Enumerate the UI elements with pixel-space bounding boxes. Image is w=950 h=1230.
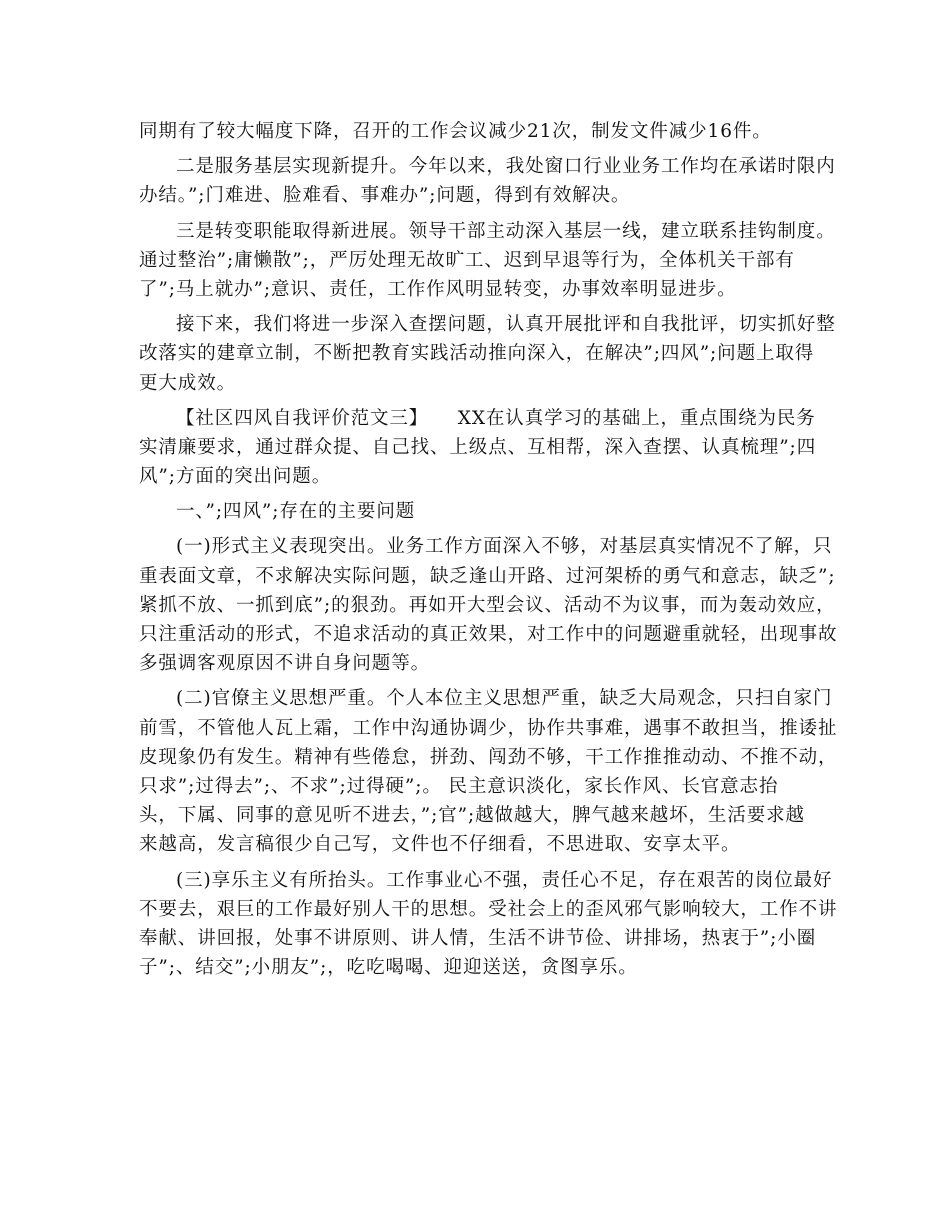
text-line: 子”;、结交”;小朋友”;，吃吃喝喝、迎迎送送，贪图享乐。 bbox=[139, 957, 638, 979]
text-line: 实清廉要求，通过群众提、自己找、上级点、互相帮，深入查摆、认真梳理”;四 bbox=[139, 436, 817, 458]
text-line: 一、”;四风”;存在的主要问题 bbox=[176, 501, 416, 523]
text-line: 风”;方面的突出问题。 bbox=[139, 466, 332, 488]
text-line: 【社区四风自我评价范文三】 XX在认真学习的基础上，重点围绕为民务 bbox=[176, 407, 816, 429]
text-line: 多强调客观原因不讲自身问题等。 bbox=[139, 653, 431, 675]
text-line: (二)官僚主义思想严重。个人本位主义思想严重，缺乏大局观念，只扫自家门 bbox=[176, 688, 833, 710]
text-line: 了”;马上就办”;意识、责任，工作作风明显转变，办事效率明显进步。 bbox=[139, 278, 737, 300]
text-line: (一)形式主义表现突出。业务工作方面深入不够，对基层真实情况不了解，只 bbox=[176, 536, 833, 558]
text-line: 不要去，艰巨的工作最好别人干的思想。受社会上的歪风邪气影响较大，工作不讲 bbox=[139, 898, 838, 920]
text-line: 同期有了较大幅度下降，召开的工作会议减少21次，制发文件减少16件。 bbox=[139, 121, 772, 142]
text-line: 来越高，发言稿很少自己写，文件也不仔细看，不思进取、安享太平。 bbox=[139, 834, 741, 856]
document-body bbox=[139, 117, 838, 982]
text-line: 皮现象仍有发生。精神有些倦怠，拼劲、闯劲不够，干工作推推动动、不推不动， bbox=[139, 746, 838, 768]
text-line: 二是服务基层实现新提升。今年以来，我处窗口行业业务工作均在承诺时限内 bbox=[176, 156, 836, 178]
text-line: (三)享乐主义有所抬头。工作事业心不强，责任心不足，存在艰苦的岗位最好 bbox=[176, 869, 833, 891]
text-line: 接下来，我们将进一步深入查摆问题，认真开展批评和自我批评，切实抓好整 bbox=[176, 314, 836, 336]
text-line: 奉献、讲回报，处事不讲原则、讲人情，生活不讲节俭、讲排场，热衷于”;小圈 bbox=[139, 927, 817, 949]
text-line: 更大成效。 bbox=[139, 372, 237, 394]
text-line: 办结。”;门难进、脸难看、事难办”;问题，得到有效解决。 bbox=[139, 185, 631, 207]
text-line: 只求”;过得去”;、不求”;过得硬”;。 民主意识淡化，家长作风、长官意志抬 bbox=[139, 775, 779, 797]
text-line: 紧抓不放、一抓到底”;的狠劲。再如开大型会议、活动不为议事，而为轰动效应， bbox=[139, 594, 836, 616]
text-line: 改落实的建章立制，不断把教育实践活动推向深入，在解决”;四风”;问题上取得 bbox=[139, 343, 815, 365]
text-line: 重表面文章，不求解决实际问题，缺乏逢山开路、过河架桥的勇气和意志，缺乏”; bbox=[139, 565, 836, 587]
text-line: 通过整治”;庸懒散”;，严厉处理无故旷工、迟到早退等行为，全体机关干部有 bbox=[139, 249, 795, 271]
text-line: 三是转变职能取得新进展。领导干部主动深入基层一线，建立联系挂钩制度。 bbox=[176, 220, 836, 242]
text-line: 头，下属、同事的意见听不进去，”;官”;越做越大，脾气越来越坏，生活要求越 bbox=[139, 805, 805, 827]
text-line: 只注重活动的形式，不追求活动的真正效果，对工作中的问题避重就轻，出现事故 bbox=[139, 624, 838, 645]
text-line: 前雪，不管他人瓦上霜，工作中沟通协调少，协作共事难，遇事不敢担当，推诿扯 bbox=[139, 717, 838, 739]
